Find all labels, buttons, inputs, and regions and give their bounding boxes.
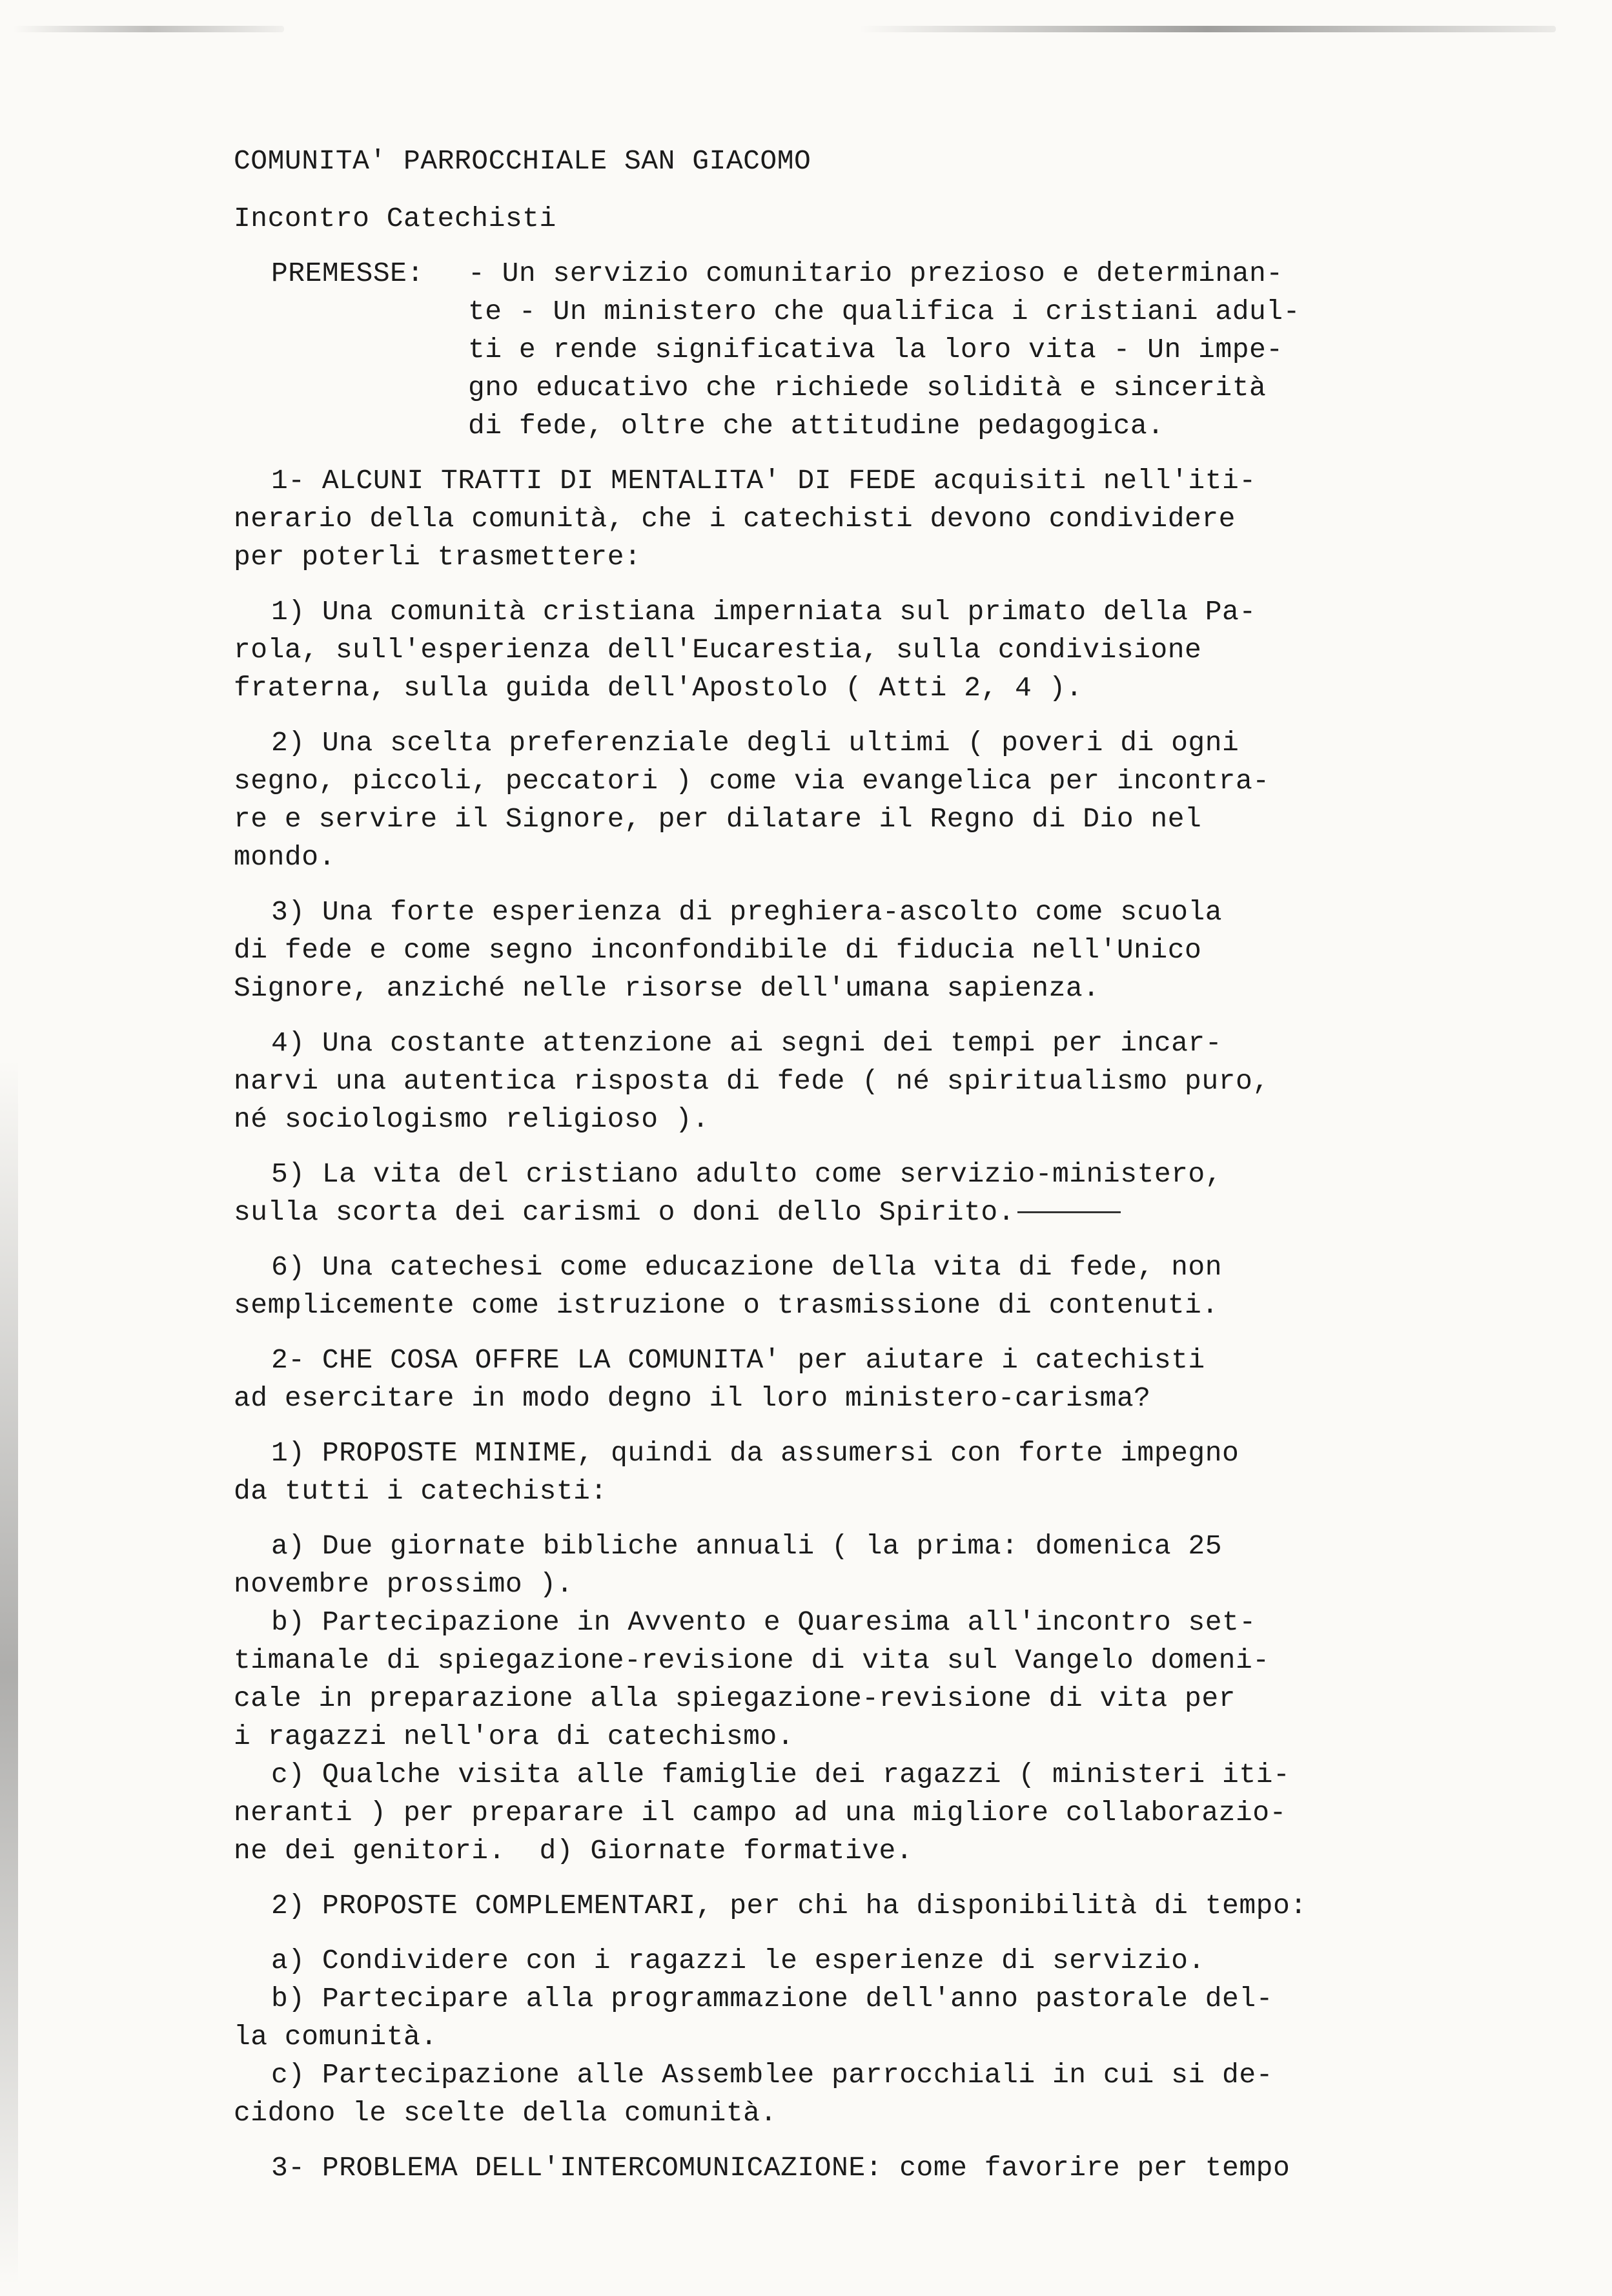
premesse-line: di fede, oltre che attitudine pedagogica. xyxy=(468,410,1165,442)
scan-artifact-top-left xyxy=(13,26,284,32)
list-item: b) Partecipazione in Avvento e Quaresima all'incontro set- xyxy=(271,1606,1256,1638)
proposte-minime-list xyxy=(234,1527,1499,1870)
document-text xyxy=(234,142,1499,2187)
point-line: semplicemente come istruzione o trasmissione di contenuti. xyxy=(234,1289,1219,1321)
list-item: c) Qualche visita alle famiglie dei ragazzi ( ministeri iti- xyxy=(271,1759,1291,1790)
point-line: 5) La vita del cristiano adulto come servizio-ministero, xyxy=(271,1158,1223,1190)
parish-heading: COMUNITA' PARROCCHIALE SAN GIACOMO xyxy=(234,145,811,177)
point-line: narvi una autentica risposta di fede ( né spiritualismo puro, xyxy=(234,1065,1270,1097)
proposte-minime-intro xyxy=(234,1434,1499,1510)
section-1-intro xyxy=(234,462,1499,576)
scan-artifact-top-right xyxy=(859,26,1556,32)
proposte-complementari-intro xyxy=(234,1887,1499,1925)
point-line: di fede e come segno inconfondibile di fiducia nell'Unico xyxy=(234,934,1202,966)
list-item: novembre prossimo ). xyxy=(234,1568,574,1600)
list-item: neranti ) per preparare il campo ad una migliore collaborazio- xyxy=(234,1797,1287,1829)
premesse-line: ti e rende significativa la loro vita - Un impe- xyxy=(468,334,1283,365)
point-line: rola, sull'esperienza dell'Eucarestia, sulla condivisione xyxy=(234,634,1202,666)
point-text: sulla scorta dei carismi o doni dello Spirito. xyxy=(234,1196,1015,1228)
paragraph-line: nerario della comunità, che i catechisti devono condividere xyxy=(234,503,1236,535)
list-item: cidono le scelte della comunità. xyxy=(234,2097,777,2129)
proposte-complementari-list xyxy=(234,1942,1499,2132)
premesse-line: gno educativo che richiede solidità e sincerità xyxy=(468,372,1267,404)
point-line: segno, piccoli, peccatori ) come via evangelica per incontra- xyxy=(234,765,1270,797)
list-item: la comunità. xyxy=(234,2021,438,2053)
point-line: fraterna, sulla guida dell'Apostolo ( Atti 2, 4 ). xyxy=(234,672,1083,704)
point-line: 2) Una scelta preferenziale degli ultimi ( poveri di ogni xyxy=(271,727,1240,759)
premesse-label: PREMESSE: xyxy=(271,258,424,289)
list-item: b) Partecipare alla programmazione dell'anno pastorale del- xyxy=(271,1983,1273,2014)
subsection-heading: 2) PROPOSTE COMPLEMENTARI, per chi ha disponibilità di tempo: xyxy=(271,1890,1307,1922)
list-item: ne dei genitori. d) Giornate formative. xyxy=(234,1835,913,1867)
section-heading: 3- PROBLEMA DELL'INTERCOMUNICAZIONE: come favorire per tempo xyxy=(271,2152,1291,2184)
section-1-point-2 xyxy=(234,724,1499,876)
section-1-point-1 xyxy=(234,593,1499,707)
paragraph-line: per poterli trasmettere: xyxy=(234,541,642,573)
section-3-intro xyxy=(234,2149,1499,2187)
premesse-line: - Un servizio comunitario prezioso e determinan- xyxy=(468,258,1283,289)
premesse-text xyxy=(468,254,1499,445)
meeting-title: Incontro Catechisti xyxy=(234,203,556,234)
section-1-point-5 xyxy=(234,1155,1499,1231)
section-heading: 2- CHE COSA OFFRE LA COMUNITA' per aiutare i catechisti xyxy=(271,1344,1205,1376)
paragraph-line: da tutti i catechisti: xyxy=(234,1475,607,1507)
point-line: 6) Una catechesi come educazione della vita di fede, non xyxy=(271,1251,1223,1283)
point-line: 3) Una forte esperienza di preghiera-ascolto come scuola xyxy=(271,896,1223,928)
list-item: a) Due giornate bibliche annuali ( la prima: domenica 25 xyxy=(271,1530,1223,1562)
list-item: i ragazzi nell'ora di catechismo. xyxy=(234,1721,795,1752)
point-line: re e servire il Signore, per dilatare il Regno di Dio nel xyxy=(234,803,1202,835)
point-line: 1) Una comunità cristiana imperniata sul primato della Pa- xyxy=(271,596,1256,628)
list-item: c) Partecipazione alle Assemblee parrocchiali in cui si de- xyxy=(271,2059,1273,2091)
section-1-point-4 xyxy=(234,1024,1499,1138)
point-line: mondo. xyxy=(234,841,336,873)
paragraph-line: ad esercitare in modo degno il loro ministero-carisma? xyxy=(234,1382,1151,1414)
premesse-block xyxy=(271,254,1499,445)
point-line: 4) Una costante attenzione ai segni dei tempi per incar- xyxy=(271,1027,1223,1059)
list-item: timanale di spiegazione-revisione di vita sul Vangelo domeni- xyxy=(234,1645,1270,1676)
section-1-point-3 xyxy=(234,893,1499,1007)
list-item: a) Condividere con i ragazzi le esperienze di servizio. xyxy=(271,1945,1205,1976)
handwritten-rule xyxy=(1017,1211,1121,1213)
subsection-heading: 1) PROPOSTE MINIME, quindi da assumersi con forte impegno xyxy=(271,1437,1240,1469)
section-1-point-6 xyxy=(234,1248,1499,1324)
section-heading: 1- ALCUNI TRATTI DI MENTALITA' DI FEDE acquisiti nell'iti- xyxy=(271,465,1256,497)
point-line: Signore, anziché nelle risorse dell'umana sapienza. xyxy=(234,972,1100,1004)
section-2-intro xyxy=(234,1341,1499,1417)
scan-artifact-left-edge xyxy=(0,1059,18,2286)
point-line-with-rule xyxy=(234,1193,1499,1231)
list-item: cale in preparazione alla spiegazione-revisione di vita per xyxy=(234,1683,1236,1714)
point-line: né sociologismo religioso ). xyxy=(234,1103,709,1135)
premesse-line: te - Un ministero che qualifica i cristiani adul- xyxy=(468,296,1300,327)
